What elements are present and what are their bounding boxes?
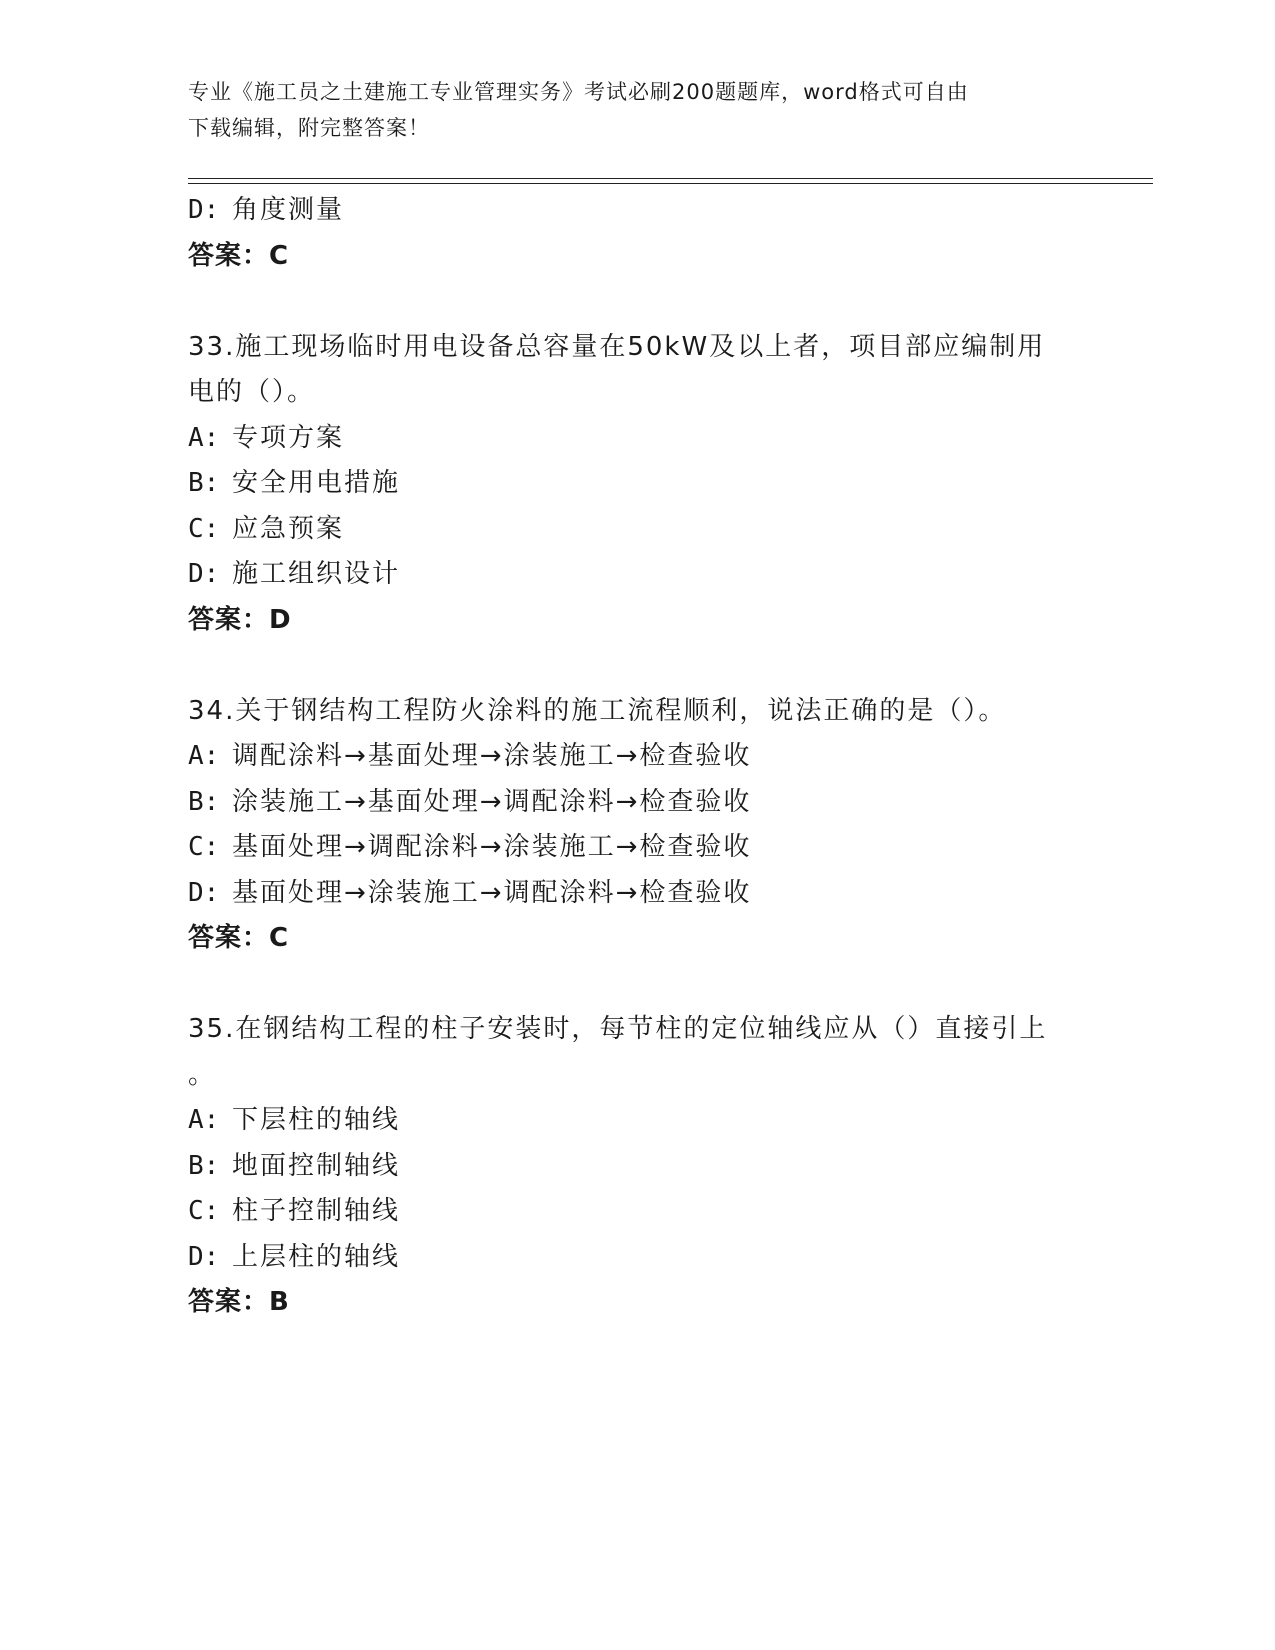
option-text: 上层柱的轴线 bbox=[232, 1241, 401, 1272]
option-text: 安全用电措施 bbox=[232, 468, 401, 498]
option-key: C: bbox=[188, 513, 220, 544]
option-key: B: bbox=[188, 786, 220, 817]
option-c bbox=[188, 825, 1088, 871]
option-text: 基面处理→调配涂料→涂装施工→检查验收 bbox=[232, 832, 752, 862]
answer: 答案：C bbox=[188, 923, 290, 953]
question-stem: 34.关于钢结构工程防火涂料的施工流程顺利，说法正确的是（）。 bbox=[188, 695, 1007, 726]
option-key: D: bbox=[188, 195, 220, 225]
prev-answer: 答案：C bbox=[188, 240, 290, 271]
option-key: C: bbox=[188, 832, 220, 862]
answer: 答案：B bbox=[188, 1287, 290, 1317]
header-line-2: 下载编辑，附完整答案！ bbox=[188, 116, 430, 140]
question-stem-cont: 电的（）。 bbox=[188, 377, 316, 407]
option-text: 专项方案 bbox=[232, 422, 345, 453]
option-text: 角度测量 bbox=[232, 195, 345, 225]
option-key: A: bbox=[188, 741, 220, 771]
option-key: A: bbox=[188, 422, 220, 453]
option-b bbox=[188, 780, 1088, 826]
option-key: D: bbox=[188, 877, 220, 908]
option-key: D: bbox=[188, 1241, 220, 1272]
option-c bbox=[188, 507, 1088, 553]
option-text: 调配涂料→基面处理→涂装施工→检查验收 bbox=[232, 741, 752, 771]
option-text: 应急预案 bbox=[232, 513, 345, 544]
page-header bbox=[188, 74, 1088, 146]
option-d bbox=[188, 552, 1088, 598]
header-rule-bottom bbox=[188, 183, 1153, 184]
option-a bbox=[188, 416, 1088, 462]
option-b bbox=[188, 461, 1088, 507]
question-35 bbox=[188, 1007, 1088, 1326]
option-text: 下层柱的轴线 bbox=[232, 1105, 401, 1135]
option-a bbox=[188, 734, 1088, 780]
option-b bbox=[188, 1144, 1088, 1190]
option-d bbox=[188, 871, 1088, 917]
option-text: 基面处理→涂装施工→调配涂料→检查验收 bbox=[232, 877, 752, 908]
option-key: B: bbox=[188, 468, 220, 498]
option-d bbox=[188, 1235, 1088, 1281]
option-text: 柱子控制轴线 bbox=[232, 1196, 401, 1226]
answer: 答案：D bbox=[188, 604, 292, 635]
header-rule-top bbox=[188, 178, 1153, 179]
option-text: 施工组织设计 bbox=[232, 559, 401, 589]
option-key: C: bbox=[188, 1196, 220, 1226]
header-line-1: 专业《施工员之土建施工专业管理实务》考试必刷200题题库，word格式可自由 bbox=[188, 80, 969, 104]
option-text: 涂装施工→基面处理→调配涂料→检查验收 bbox=[232, 786, 752, 817]
question-33 bbox=[188, 325, 1088, 644]
option-a bbox=[188, 1098, 1088, 1144]
option-text: 地面控制轴线 bbox=[232, 1150, 401, 1181]
option-key: D: bbox=[188, 559, 220, 589]
option-c bbox=[188, 1189, 1088, 1235]
question-34 bbox=[188, 689, 1088, 962]
question-stem-cont: 。 bbox=[188, 1059, 217, 1090]
question-stem: 33.施工现场临时用电设备总容量在50kW及以上者，项目部应编制用 bbox=[188, 331, 1046, 362]
option-key: A: bbox=[188, 1105, 220, 1135]
option-key: B: bbox=[188, 1150, 220, 1181]
question-content bbox=[188, 188, 1088, 1326]
prev-option-d bbox=[188, 188, 1088, 234]
question-stem: 35.在钢结构工程的柱子安装时，每节柱的定位轴线应从（）直接引上 bbox=[188, 1014, 1048, 1044]
